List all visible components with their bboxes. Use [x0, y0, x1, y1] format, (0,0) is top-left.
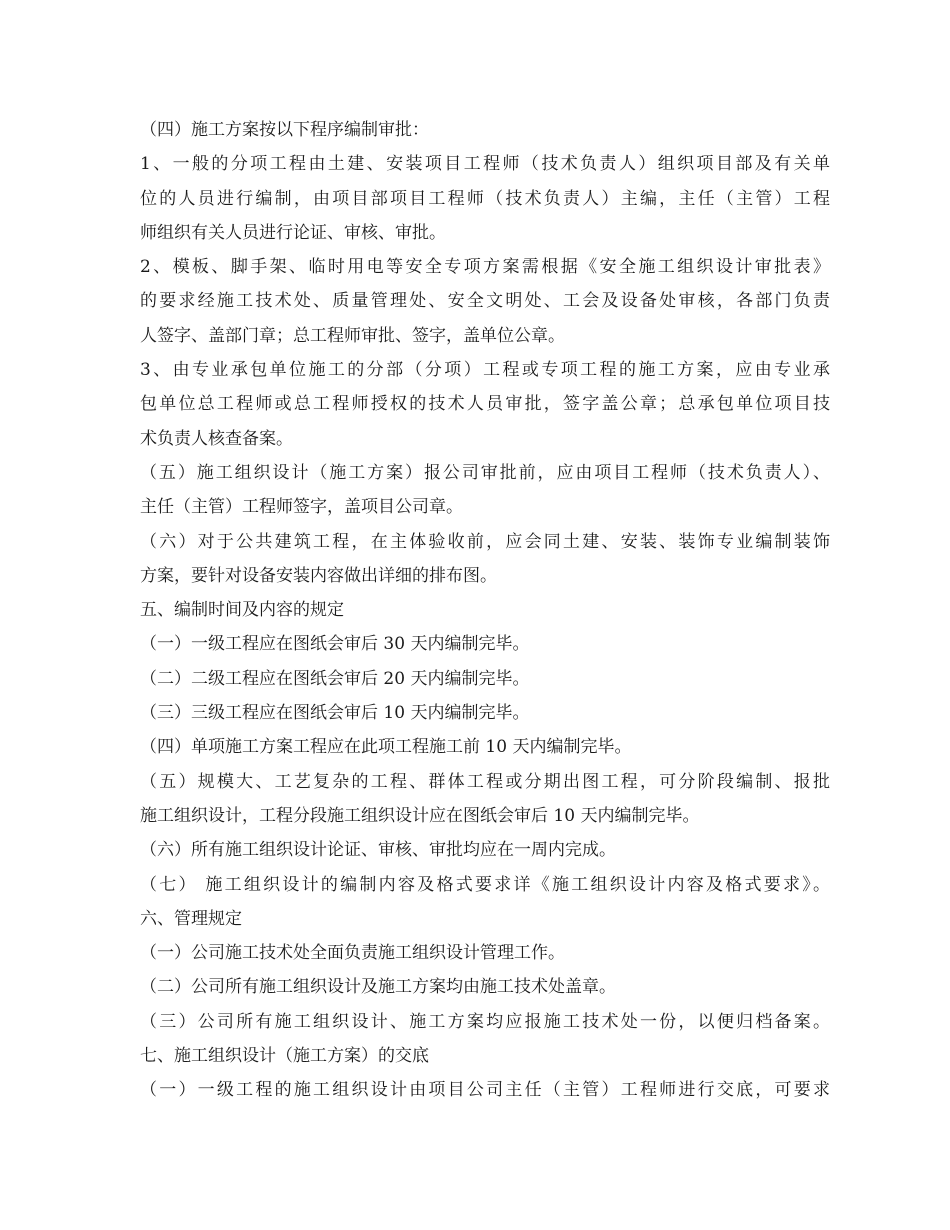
- text-line: 术负责人核查备案。: [140, 428, 293, 449]
- text-line: （一）公司施工技术处全面负责施工组织设计管理工作。: [140, 943, 565, 964]
- text-line: （六）所有施工组织设计论证、审核、审批均应在一周内完成。: [140, 840, 616, 861]
- text-line: （一）一级工程的施工组织设计由项目公司主任（主管）工程师进行交底，可要求: [140, 1080, 830, 1101]
- text-line: （二）公司所有施工组织设计及施工方案均由施工技术处盖章。: [140, 977, 616, 998]
- text-line: （六）对于公共建筑工程，在主体验收前，应会同土建、安装、装饰专业编制装饰: [140, 531, 830, 552]
- text-line: 主任（主管）工程师签字，盖项目公司章。: [140, 497, 463, 518]
- text-line: （四）施工方案按以下程序编制审批：: [140, 120, 429, 140]
- text-line: 方案，要针对设备安装内容做出详细的排布图。: [140, 565, 497, 586]
- text-line: 师组织有关人员进行论证、审核、审批。: [140, 222, 446, 243]
- text-line: （四）单项施工方案工程应在此项工程施工前 10 天内编制完毕。: [140, 737, 632, 758]
- text-line: 3、由专业承包单位施工的分部（分项）工程或专项工程的施工方案，应由专业承: [140, 360, 830, 381]
- text-line: （三）三级工程应在图纸会审后 10 天内编制完毕。: [140, 703, 530, 724]
- text-line: （一）一级工程应在图纸会审后 30 天内编制完毕。: [140, 634, 530, 655]
- text-line: （二）二级工程应在图纸会审后 20 天内编制完毕。: [140, 668, 530, 689]
- text-line: 五、编制时间及内容的规定: [140, 600, 344, 621]
- text-line: 2、模板、脚手架、临时用电等安全专项方案需根据《安全施工组织设计审批表》: [140, 257, 830, 278]
- text-line: 的要求经施工技术处、质量管理处、安全文明处、工会及设备处审核，各部门负责: [140, 291, 830, 312]
- text-line: 七、施工组织设计（施工方案）的交底: [140, 1046, 429, 1067]
- text-line: 位的人员进行编制，由项目部项目工程师（技术负责人）主编，主任（主管）工程: [140, 188, 830, 209]
- text-line: 施工组织设计，工程分段施工组织设计应在图纸会审后 10 天内编制完毕。: [140, 805, 700, 826]
- text-line: （三）公司所有施工组织设计、施工方案均应报施工技术处一份，以便归档备案。: [140, 1011, 830, 1032]
- text-line: 人签字、盖部门章；总工程师审批、签字，盖单位公章。: [140, 325, 565, 346]
- text-line: （五）规模大、工艺复杂的工程、群体工程或分期出图工程，可分阶段编制、报批: [140, 771, 830, 792]
- text-line: 1、一般的分项工程由土建、安装项目工程师（技术负责人）组织项目部及有关单: [140, 154, 830, 175]
- text-line: （五）施工组织设计（施工方案）报公司审批前，应由项目工程师（技术负责人）、: [140, 462, 830, 483]
- text-line: 六、管理规定: [140, 908, 242, 929]
- text-line: （七） 施工组织设计的编制内容及格式要求详《施工组织设计内容及格式要求》。: [140, 874, 830, 895]
- text-line: 包单位总工程师或总工程师授权的技术人员审批，签字盖公章；总承包单位项目技: [140, 394, 830, 415]
- document-body: [140, 113, 830, 1108]
